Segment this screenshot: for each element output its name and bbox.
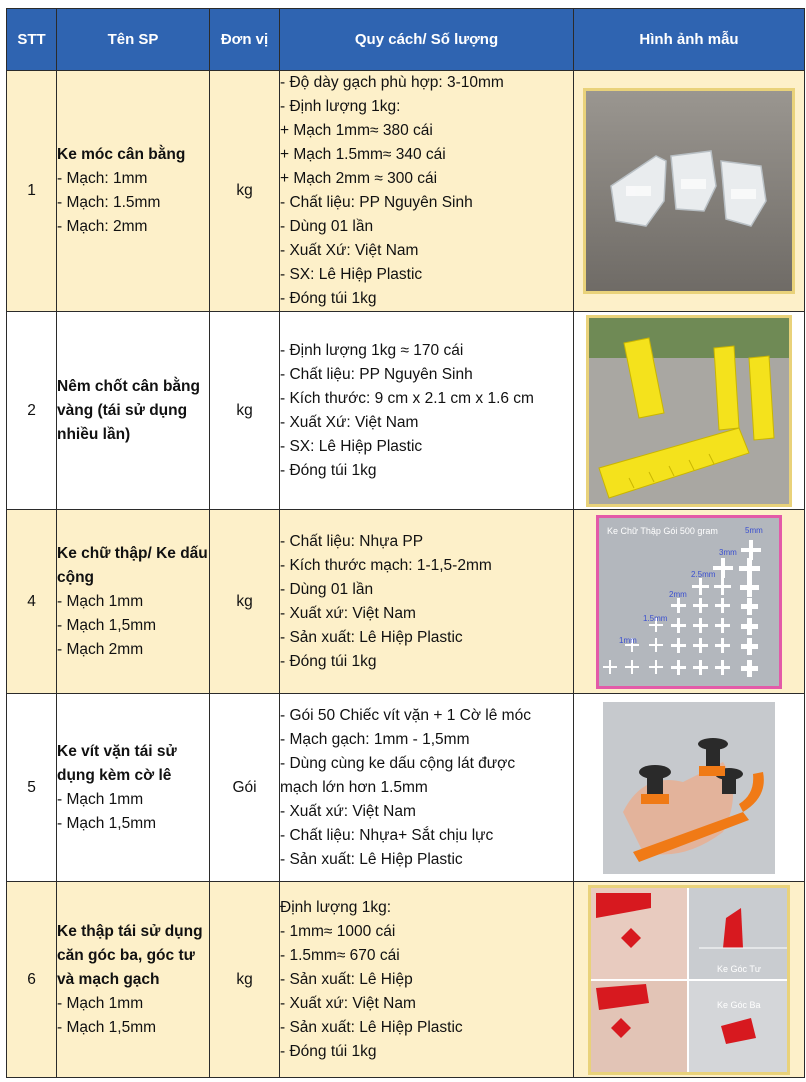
name-line: - Mạch 1mm xyxy=(57,790,144,808)
row-unit: Gói xyxy=(210,694,280,882)
spec-line: - Kích thước: 9 cm x 2.1 cm x 1.6 cm xyxy=(280,389,534,407)
product-name: Ke thập tái sử dụng căn góc ba, góc tư và mạch gạch xyxy=(57,922,203,988)
spec-line: - Gói 50 Chiếc vít vặn + 1 Cờ lê móc xyxy=(280,706,531,724)
spec-line: - Chất liệu: PP Nguyên Sinh xyxy=(280,365,473,383)
row-unit: kg xyxy=(210,882,280,1078)
spec-line: + Mạch 1mm≈ 380 cái xyxy=(280,122,433,139)
row-name-cell xyxy=(57,882,210,1078)
row-name-cell xyxy=(57,694,210,882)
leveling-clips-photo-icon xyxy=(583,88,795,294)
spec-line: - Độ dày gạch phù hợp: 3-10mm xyxy=(280,74,504,91)
size-label: 1mm xyxy=(619,635,637,645)
row-stt: 2 xyxy=(7,312,57,510)
table-row xyxy=(7,71,805,312)
spec-line: - Đóng túi 1kg xyxy=(280,461,377,479)
spec-line: + Mạch 1.5mm≈ 340 cái xyxy=(280,146,446,163)
row-image-cell xyxy=(574,71,805,312)
size-label: 3mm xyxy=(719,547,737,557)
spec-line: - Kích thước mạch: 1-1,5-2mm xyxy=(280,556,492,574)
spec-line: - 1mm≈ 1000 cái xyxy=(280,922,396,940)
row-stt: 4 xyxy=(7,510,57,694)
spec-line: - Dùng 01 lần xyxy=(280,580,374,598)
photo-label: Ke Góc Tư xyxy=(717,963,761,974)
size-label: 2.5mm xyxy=(691,569,716,579)
spec-line: - Đóng túi 1kg xyxy=(280,1042,377,1060)
name-line: - Mạch 1,5mm xyxy=(57,1018,157,1036)
row-spec-cell xyxy=(280,882,574,1078)
spec-line: Định lượng 1kg: xyxy=(280,898,392,916)
row-spec-cell xyxy=(280,312,574,510)
name-line: - Mạch 1,5mm xyxy=(57,814,157,832)
row-stt: 1 xyxy=(7,71,57,312)
spec-line: - Dùng cùng ke dấu cộng lát được xyxy=(280,754,516,772)
row-spec-cell xyxy=(280,71,574,312)
row-name-cell xyxy=(57,510,210,694)
row-unit: kg xyxy=(210,510,280,694)
table-row xyxy=(7,312,805,510)
table-row xyxy=(7,882,805,1078)
spec-line: - Chất liệu: PP Nguyên Sinh xyxy=(280,194,473,211)
product-name: Ke chữ thập/ Ke dấu cộng xyxy=(57,544,208,586)
spec-line: - Định lượng 1kg ≈ 170 cái xyxy=(280,341,464,359)
product-name: Nêm chốt cân bằng vàng (tái sử dụng nhiều lần) xyxy=(57,377,200,443)
product-name: Ke móc cân bằng xyxy=(57,146,186,163)
screw-leveler-wrench-photo-icon xyxy=(603,702,775,874)
name-line: - Mạch 1mm xyxy=(57,592,144,610)
header-row xyxy=(7,9,805,71)
spec-line: - Sản xuất: Lê Hiệp Plastic xyxy=(280,850,463,868)
row-image-cell xyxy=(574,882,805,1078)
row-stt: 5 xyxy=(7,694,57,882)
spec-line: - Xuất xứ: Việt Nam xyxy=(280,604,416,622)
spec-line: - Chất liệu: Nhựa+ Sắt chịu lực xyxy=(280,826,494,844)
size-label: 5mm xyxy=(745,525,763,535)
spec-line: - Xuất Xứ: Việt Nam xyxy=(280,242,419,259)
header-unit: Đơn vị xyxy=(210,9,280,71)
header-spec: Quy cách/ Số lượng xyxy=(280,9,574,71)
row-stt: 6 xyxy=(7,882,57,1078)
spec-line: mạch lớn hơn 1.5mm xyxy=(280,778,428,796)
table-row xyxy=(7,510,805,694)
spec-line: - SX: Lê Hiệp Plastic xyxy=(280,266,423,283)
row-name-cell xyxy=(57,71,210,312)
table-row xyxy=(7,694,805,882)
spec-line: - Xuất Xứ: Việt Nam xyxy=(280,413,419,431)
row-image-cell xyxy=(574,510,805,694)
yellow-wedges-photo-icon xyxy=(586,315,792,507)
spec-line: - Sản xuất: Lê Hiệp Plastic xyxy=(280,1018,463,1036)
name-line: - Mạch 1mm xyxy=(57,994,144,1012)
product-name: Ke vít vặn tái sử dụng kèm cờ lê xyxy=(57,742,177,784)
spec-line: - SX: Lê Hiệp Plastic xyxy=(280,437,423,455)
spec-line: - Mạch gạch: 1mm - 1,5mm xyxy=(280,730,470,748)
photo-label: Ke Góc Ba xyxy=(717,999,761,1010)
product-table xyxy=(6,8,805,1078)
header-stt: STT xyxy=(7,9,57,71)
name-line: - Mạch: 2mm xyxy=(57,218,148,235)
spec-line: - Xuất xứ: Việt Nam xyxy=(280,802,416,820)
row-image-cell xyxy=(574,312,805,510)
row-unit: kg xyxy=(210,71,280,312)
row-name-cell xyxy=(57,312,210,510)
name-line: - Mạch 2mm xyxy=(57,640,144,658)
spec-line: - Xuất xứ: Việt Nam xyxy=(280,994,416,1012)
red-corner-spacers-photo-icon xyxy=(588,885,790,1075)
row-image-cell xyxy=(574,694,805,882)
size-label: 1.5mm xyxy=(643,613,668,623)
cross-spacers-photo-icon xyxy=(596,515,782,689)
spec-line: - Chất liệu: Nhựa PP xyxy=(280,532,424,550)
row-spec-cell xyxy=(280,510,574,694)
name-line: - Mạch: 1.5mm xyxy=(57,194,161,211)
spec-line: - Đóng túi 1kg xyxy=(280,290,377,307)
header-name: Tên SP xyxy=(57,9,210,71)
name-line: - Mạch 1,5mm xyxy=(57,616,157,634)
spec-line: - Đóng túi 1kg xyxy=(280,652,377,670)
spec-line: + Mạch 2mm ≈ 300 cái xyxy=(280,170,438,187)
spec-line: - Định lượng 1kg: xyxy=(280,98,401,115)
row-unit: kg xyxy=(210,312,280,510)
size-label: 2mm xyxy=(669,589,687,599)
spec-line: - Sản xuất: Lê Hiệp Plastic xyxy=(280,628,463,646)
spec-line: - 1.5mm≈ 670 cái xyxy=(280,946,400,964)
spec-line: - Sản xuất: Lê Hiệp xyxy=(280,970,413,988)
spec-line: - Dùng 01 lần xyxy=(280,218,374,235)
name-line: - Mạch: 1mm xyxy=(57,170,148,187)
header-image: Hình ảnh mẫu xyxy=(574,9,805,71)
photo-caption: Ke Chữ Thập Gói 500 gram xyxy=(607,525,718,536)
row-spec-cell xyxy=(280,694,574,882)
